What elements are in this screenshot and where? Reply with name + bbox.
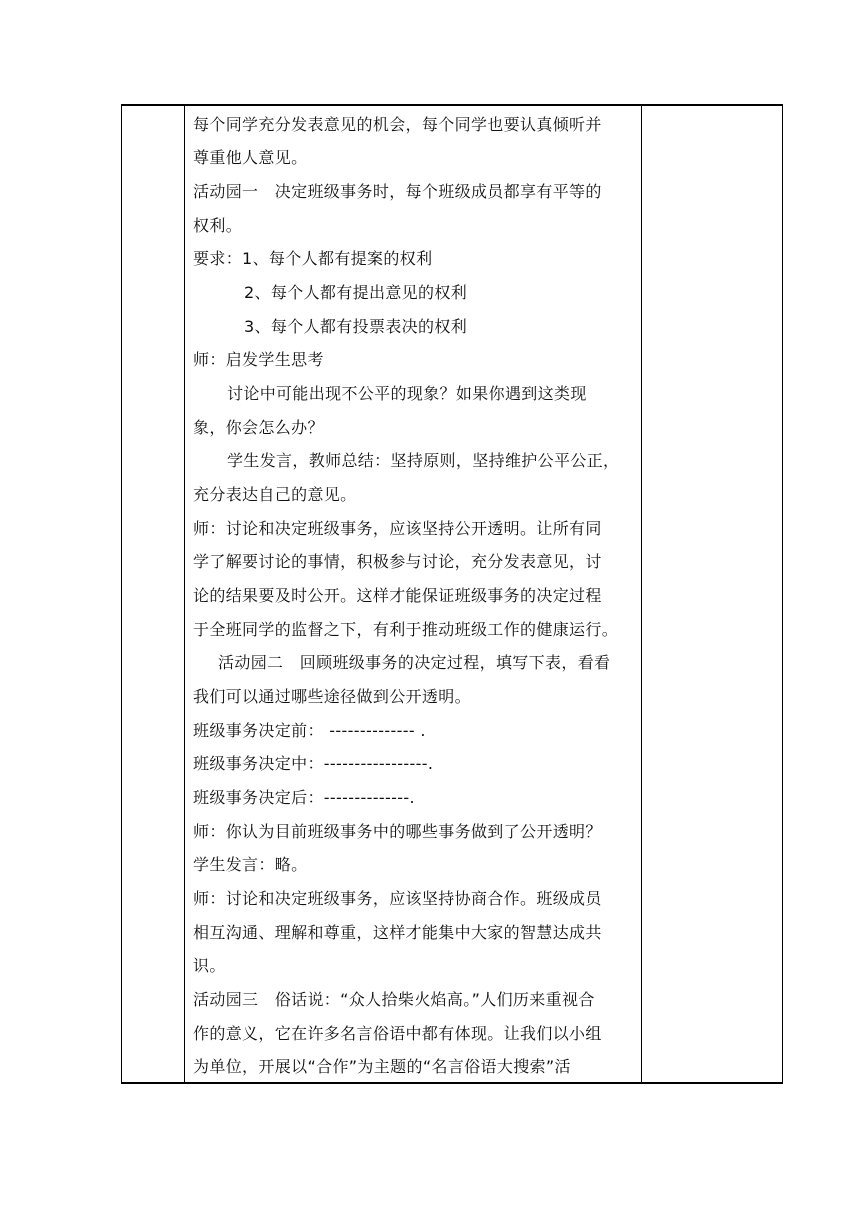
text-line: 活动园二 回顾班级事务的决定过程，填写下表，看看: [218, 653, 611, 672]
text-line: 3、每个人都有投票表决的权利: [244, 317, 468, 336]
text-line: 象，你会怎么办？: [193, 418, 324, 437]
text-line: 班级事务决定中：-----------------.: [193, 754, 434, 773]
text-line: 2、每个人都有提出意见的权利: [244, 283, 468, 302]
text-line: 权利。: [193, 216, 243, 235]
text-line: 师：启发学生思考: [193, 350, 324, 369]
text-line: 师：讨论和决定班级事务，应该坚持公开透明。让所有同: [193, 519, 602, 538]
text-line: 作的意义，它在许多名言俗语中都有体现。让我们以小组: [193, 1024, 602, 1043]
text-line: 论的结果要及时公开。这样才能保证班级事务的决定过程: [193, 586, 602, 605]
table-column-divider-left: [184, 106, 185, 1082]
text-line: 于全班同学的监督之下，有利于推动班级工作的健康运行。: [193, 620, 619, 639]
text-line: 师：你认为目前班级事务中的哪些事务做到了公开透明？: [193, 822, 602, 841]
text-line: 学了解要讨论的事情，积极参与讨论，充分发表意见，讨: [193, 552, 602, 571]
text-line: 班级事务决定前： -------------- .: [193, 721, 426, 740]
text-line: 相互沟通、理解和尊重，这样才能集中大家的智慧达成共: [193, 923, 602, 942]
text-line: 识。: [193, 956, 226, 975]
text-line: 学生发言，教师总结：坚持原则，坚持维护公平公正，: [227, 451, 620, 470]
text-line: 师：讨论和决定班级事务，应该坚持协商合作。班级成员: [193, 889, 602, 908]
text-line: 充分表达自己的意见。: [193, 485, 357, 504]
text-line: 我们可以通过哪些途径做到公开透明。: [193, 687, 471, 706]
text-line: 讨论中可能出现不公平的现象？如果你遇到这类现: [227, 384, 587, 403]
text-line: 学生发言：略。: [193, 855, 308, 874]
table-column-divider-right: [641, 106, 642, 1082]
text-line: 活动园一 决定班级事务时，每个班级成员都享有平等的: [193, 182, 602, 201]
text-line: 尊重他人意见。: [193, 148, 308, 167]
text-line: 要求：1、每个人都有提案的权利: [193, 249, 433, 268]
text-line: 每个同学充分发表意见的机会，每个同学也要认真倾听并: [193, 115, 602, 134]
text-line: 班级事务决定后：--------------.: [193, 788, 415, 807]
text-line: 活动园三 俗话说：“众人拾柴火焰高。”人们历来重视合: [193, 990, 595, 1009]
text-line: 为单位，开展以“合作”为主题的“名言俗语大搜索”活: [193, 1057, 571, 1076]
